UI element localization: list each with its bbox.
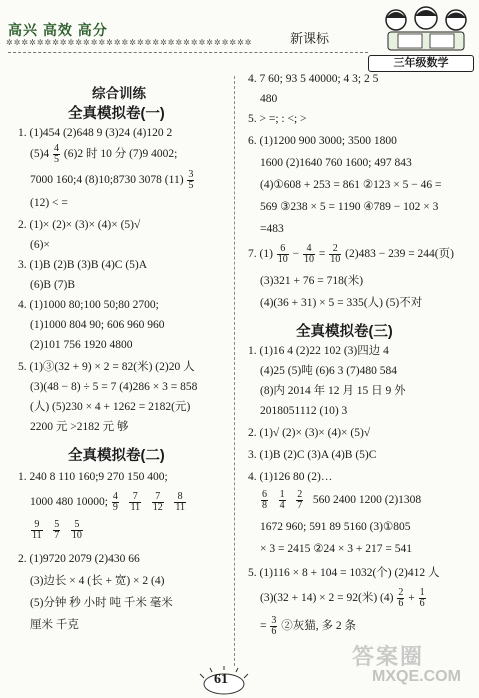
kids-illustration-icon (378, 4, 474, 56)
section-heading-comprehensive: 综合训练 (92, 86, 146, 101)
answer-line: (12) < = (30, 197, 68, 209)
fraction: $\frac{2}{10}$ (330, 243, 341, 265)
fraction: $\frac{2}{6}$ (398, 587, 404, 609)
answer-line: × 3 = 2415 ②24 × 3 + 217 = 541 (260, 543, 412, 555)
answer-line: 2. (1)× (2)× (3)× (4)× (5)√ (18, 219, 141, 231)
fraction: $\frac{9}{11}$ (32, 519, 42, 541)
grade-badge: 三年级数学 (368, 55, 474, 72)
page-number: 61 (214, 672, 228, 687)
fraction: $\frac{5}{10}$ (71, 519, 82, 541)
answer-line: 5. > =; : <; > (248, 113, 307, 125)
answer-line: 5. (1)③(32 + 9) × 2 = 82(米) (2)20 人 (18, 361, 195, 373)
answer-line: =483 (260, 223, 284, 235)
fraction: $\frac{6}{8}$ (262, 489, 267, 511)
section-title-mock-exam-1: 全真模拟卷(一) (68, 106, 165, 122)
header-rule (8, 52, 368, 53)
answer-line: 厘米 千克 (30, 619, 79, 631)
answer-line: 7000 160;4 (8)10;8730 3078 (11) $\frac{3}{5}$ (30, 169, 194, 191)
answer-line: = $\frac{3}{6}$ ②灰猫, 多 2 条 (260, 615, 356, 637)
section-title-mock-exam-3: 全真模拟卷(三) (296, 324, 393, 340)
fraction: $\frac{5}{7}$ (54, 519, 60, 541)
fraction: $\frac{1}{4}$ (279, 489, 285, 511)
fraction: $\frac{2}{7}$ (297, 489, 303, 511)
fraction: $\frac{8}{11}$ (175, 491, 185, 513)
answer-line: (3)边长 × 4 (长 + 宽) × 2 (4) (30, 575, 165, 587)
answer-line: (4)①608 + 253 = 861 ②123 × 5 − 46 = (260, 179, 442, 191)
answer-line: (4)(36 + 31) × 5 = 335(人) (5)不对 (260, 297, 423, 309)
fraction: $\frac{6}{10}$ (277, 243, 288, 265)
answer-line: 569 ③238 × 5 = 1190 ④789 − 102 × 3 (260, 201, 439, 213)
fraction: $\frac{4}{10}$ (304, 243, 315, 265)
fraction: $\frac{4}{5}$ (54, 143, 60, 165)
answer-line: 4. (1)126 80 (2)… (248, 471, 333, 483)
answer-line: 1. (1)16 4 (2)22 102 (3)四边 4 (248, 345, 389, 357)
header-slogan: 高兴 高效 高分 (8, 22, 108, 38)
answer-line: 1. (1)454 (2)648 9 (3)24 (4)120 2 (18, 127, 173, 139)
answer-line: (3)(48 − 8) ÷ 5 = 7 (4)286 × 3 = 858 (30, 381, 198, 393)
answer-line: 2018051112 (10) 3 (260, 405, 348, 417)
answer-line: $\frac{6}{8}$ $\frac{1}{4}$ $\frac{2}{7}$ 560 2400 1200 (2)1308 (262, 489, 422, 511)
fraction: $\frac{3}{6}$ (271, 615, 277, 637)
page-header (0, 0, 479, 70)
answer-line: 1672 960; 591 89 5160 (3)①805 (260, 521, 411, 533)
answer-line: (人) (5)230 × 4 + 1262 = 2182(元) (30, 401, 191, 413)
answer-line: 7. (1) $\frac{6}{10}$ − $\frac{4}{10}$ = $\frac{2}{10}$ (2)483 − 239 = 244(页) (248, 243, 454, 265)
section-title-mock-exam-2: 全真模拟卷(二) (68, 448, 165, 464)
answer-line: 480 (260, 93, 278, 105)
answer-line: 3. (1)B (2)C (3)A (4)B (5)C (248, 449, 377, 461)
answer-line: 1000 480 10000; $\frac{4}{9}$ $\frac{7}{11}$ $\frac{7}{12}$ $\frac{8}{11}$ (30, 491, 185, 513)
fraction: $\frac{3}{5}$ (188, 169, 194, 191)
answer-line: (8)内 2014 年 12 月 15 日 9 外 (260, 385, 406, 397)
answer-line: 4. 7 60; 93 5 40000; 4 3; 2 5 (248, 73, 379, 85)
fraction: $\frac{7}{11}$ (130, 491, 141, 513)
header-edition: 新课标 (290, 31, 330, 46)
column-divider (234, 76, 235, 666)
fraction: $\frac{4}{9}$ (112, 491, 118, 513)
answer-line: 6. (1)1200 900 3000; 3500 1800 (248, 135, 397, 147)
answer-line: (6)× (30, 239, 50, 251)
answer-line: 3. (1)B (2)B (3)B (4)C (5)A (18, 259, 148, 271)
answer-line: 4. (1)1000 80;100 50;80 2700; (18, 299, 159, 311)
answer-line: 5. (1)116 × 8 + 104 = 1032(个) (2)412 人 (248, 567, 440, 579)
answer-line: 1. 240 8 110 160;9 270 150 400; (18, 471, 168, 483)
answer-line: (3)(32 + 14) × 2 = 92(米) (4) $\frac{2}{6}$ + $\frac{1}{6}$ (260, 587, 425, 609)
answer-line: (4)25 (5)吨 (6)6 3 (7)480 584 (260, 365, 398, 377)
header-star-decoration: ✲✲✲✲✲✲✲✲✲✲✲✲✲✲✲✲✲✲✲✲✲✲✲✲✲✲✲✲✲✲✲✲ (6, 38, 253, 47)
answer-line: (6)B (7)B (30, 279, 76, 291)
answer-line: 2200 元 >2182 元 够 (30, 421, 129, 433)
answer-line: (2)101 756 1920 4800 (30, 339, 133, 351)
answer-line: (5)分钟 秒 小时 吨 千米 毫米 (30, 597, 173, 609)
answer-line: (5)4 $\frac{4}{5}$ (6)2 时 10 分 (7)9 4002; (30, 143, 178, 165)
answer-line: 1600 (2)1640 760 1600; 497 843 (260, 157, 412, 169)
answer-line: (3)321 + 76 = 718(米) (260, 275, 364, 287)
fraction: $\frac{1}{6}$ (419, 587, 425, 609)
answer-line: 2. (1)9720 2079 (2)430 66 (18, 553, 140, 565)
answer-line: 2. (1)√ (2)× (3)× (4)× (5)√ (248, 427, 371, 439)
answer-line: (1)1000 804 90; 606 960 960 (30, 319, 165, 331)
watermark-url: MXQE.COM (372, 668, 461, 685)
answer-line (30, 520, 84, 541)
fraction: $\frac{7}{12}$ (152, 491, 163, 513)
watermark-text: 答案圈 (352, 644, 425, 669)
